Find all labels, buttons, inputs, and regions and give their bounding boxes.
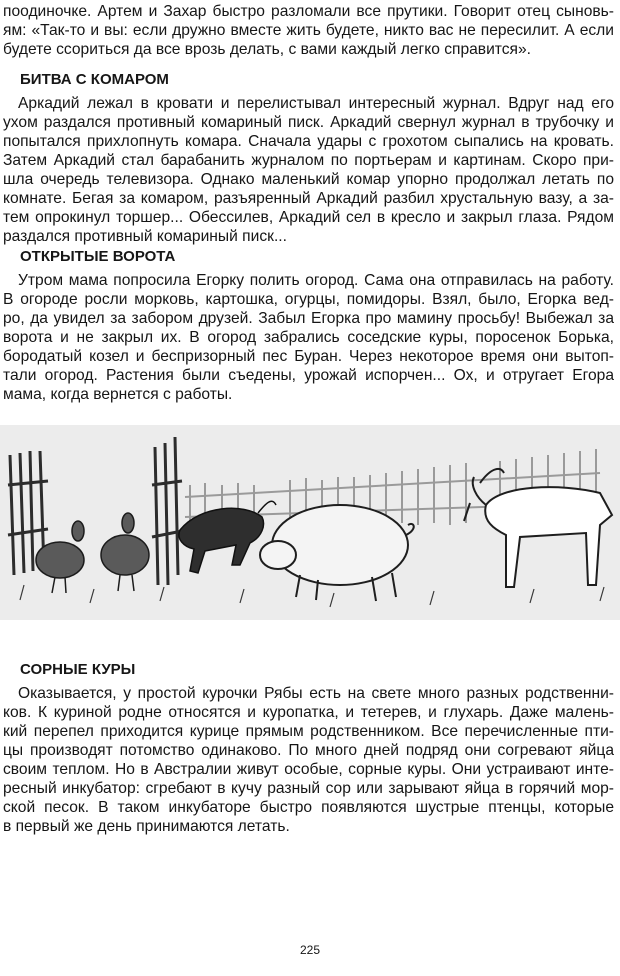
text-line: своим теплом. Но в Австралии живут особые, сорные куры. Они устраивают инте- [3,761,614,778]
text-line: Затем Аркадий стал барабанить журналом по портьерам и картинам. Скоро при- [3,152,614,169]
text-line: Оказывается, у простой курочки Рябы есть на свете много разных родственни- [18,685,614,702]
text-line: в первый же день принимаются летать. [3,818,290,835]
text-line: ской песок. В таком инкубаторе быстро появляются шустрые птенцы, которые [3,799,614,816]
text-line: будете ссориться да все врозь делать, с вами каждый легко справится». [3,41,531,58]
text-line: шла очередь телевизора. Однако маленький комар упорно продолжал летать по [3,171,614,188]
section-title: ОТКРЫТЫЕ ВОРОТА [20,248,176,265]
text-line: тем опрокинул торшер... Обессилев, Аркадий сел в кресло и закрыл глаза. Рядом [3,209,614,226]
text-line: ям: «Так-то и вы: если дружно вместе жить будете, никто вас не пересилит. А если [3,22,614,39]
page-number: 225 [299,943,321,957]
text-line: ро, да увидел за забором друзей. Забыл Егорка про мамину просьбу! Выбежал за [3,310,614,327]
garden-animals-illustration [0,425,620,620]
text-line: Аркадий лежал в кровати и перелистывал интересный журнал. Вдруг над его [18,95,614,112]
text-line: попытался прихлопнуть комара. Сначала удары с грохотом сыпались на кровать. [3,133,614,150]
text-line: бородатый козел и беспризорный пес Буран. Через некоторое время они вытоп- [3,348,614,365]
text-line: кий перепел приходится курице прямым родственником. Все перечисленные пти- [3,723,614,740]
text-line: Утром мама попросила Егорку полить огород. Сама она отправилась на работу. [18,272,614,289]
section-title: БИТВА С КОМАРОМ [20,71,169,88]
text-line: поодиночке. Артем и Захар быстро разломали все прутики. Говорит отец сыновь- [3,3,614,20]
text-line: цы производят потомство одинаково. По много дней подряд они согревают яйца [3,742,614,759]
text-line: В огороде росли морковь, картошка, огурцы, помидоры. Взял, было, Егорка вед- [3,291,614,308]
text-line: тали огород. Растения были съедены, урожай испорчен... Ох, и отругает Егора [3,367,614,384]
text-line: ресный инкубатор: сгребают в кучу разный сор или зарывают яйца в горячий мор- [3,780,614,797]
text-line: ков. К куриной родне относятся и куропатка, и тетерев, и глухарь. Даже малень- [3,704,614,721]
text-line: ворота и не закрыл их. В огород забрались соседские куры, поросенок Борька, [3,329,614,346]
text-line: комнате. Бегая за комаром, разъяренный Аркадий разбил хрустальную вазу, а за- [3,190,614,207]
section-title: СОРНЫЕ КУРЫ [20,661,136,678]
text-line: ухом раздался противный комариный писк. Аркадий свернул журнал в трубочку и [3,114,614,131]
text-line: мама, когда вернется с работы. [3,386,233,403]
text-line: раздался противный комариный писк... [3,228,287,245]
